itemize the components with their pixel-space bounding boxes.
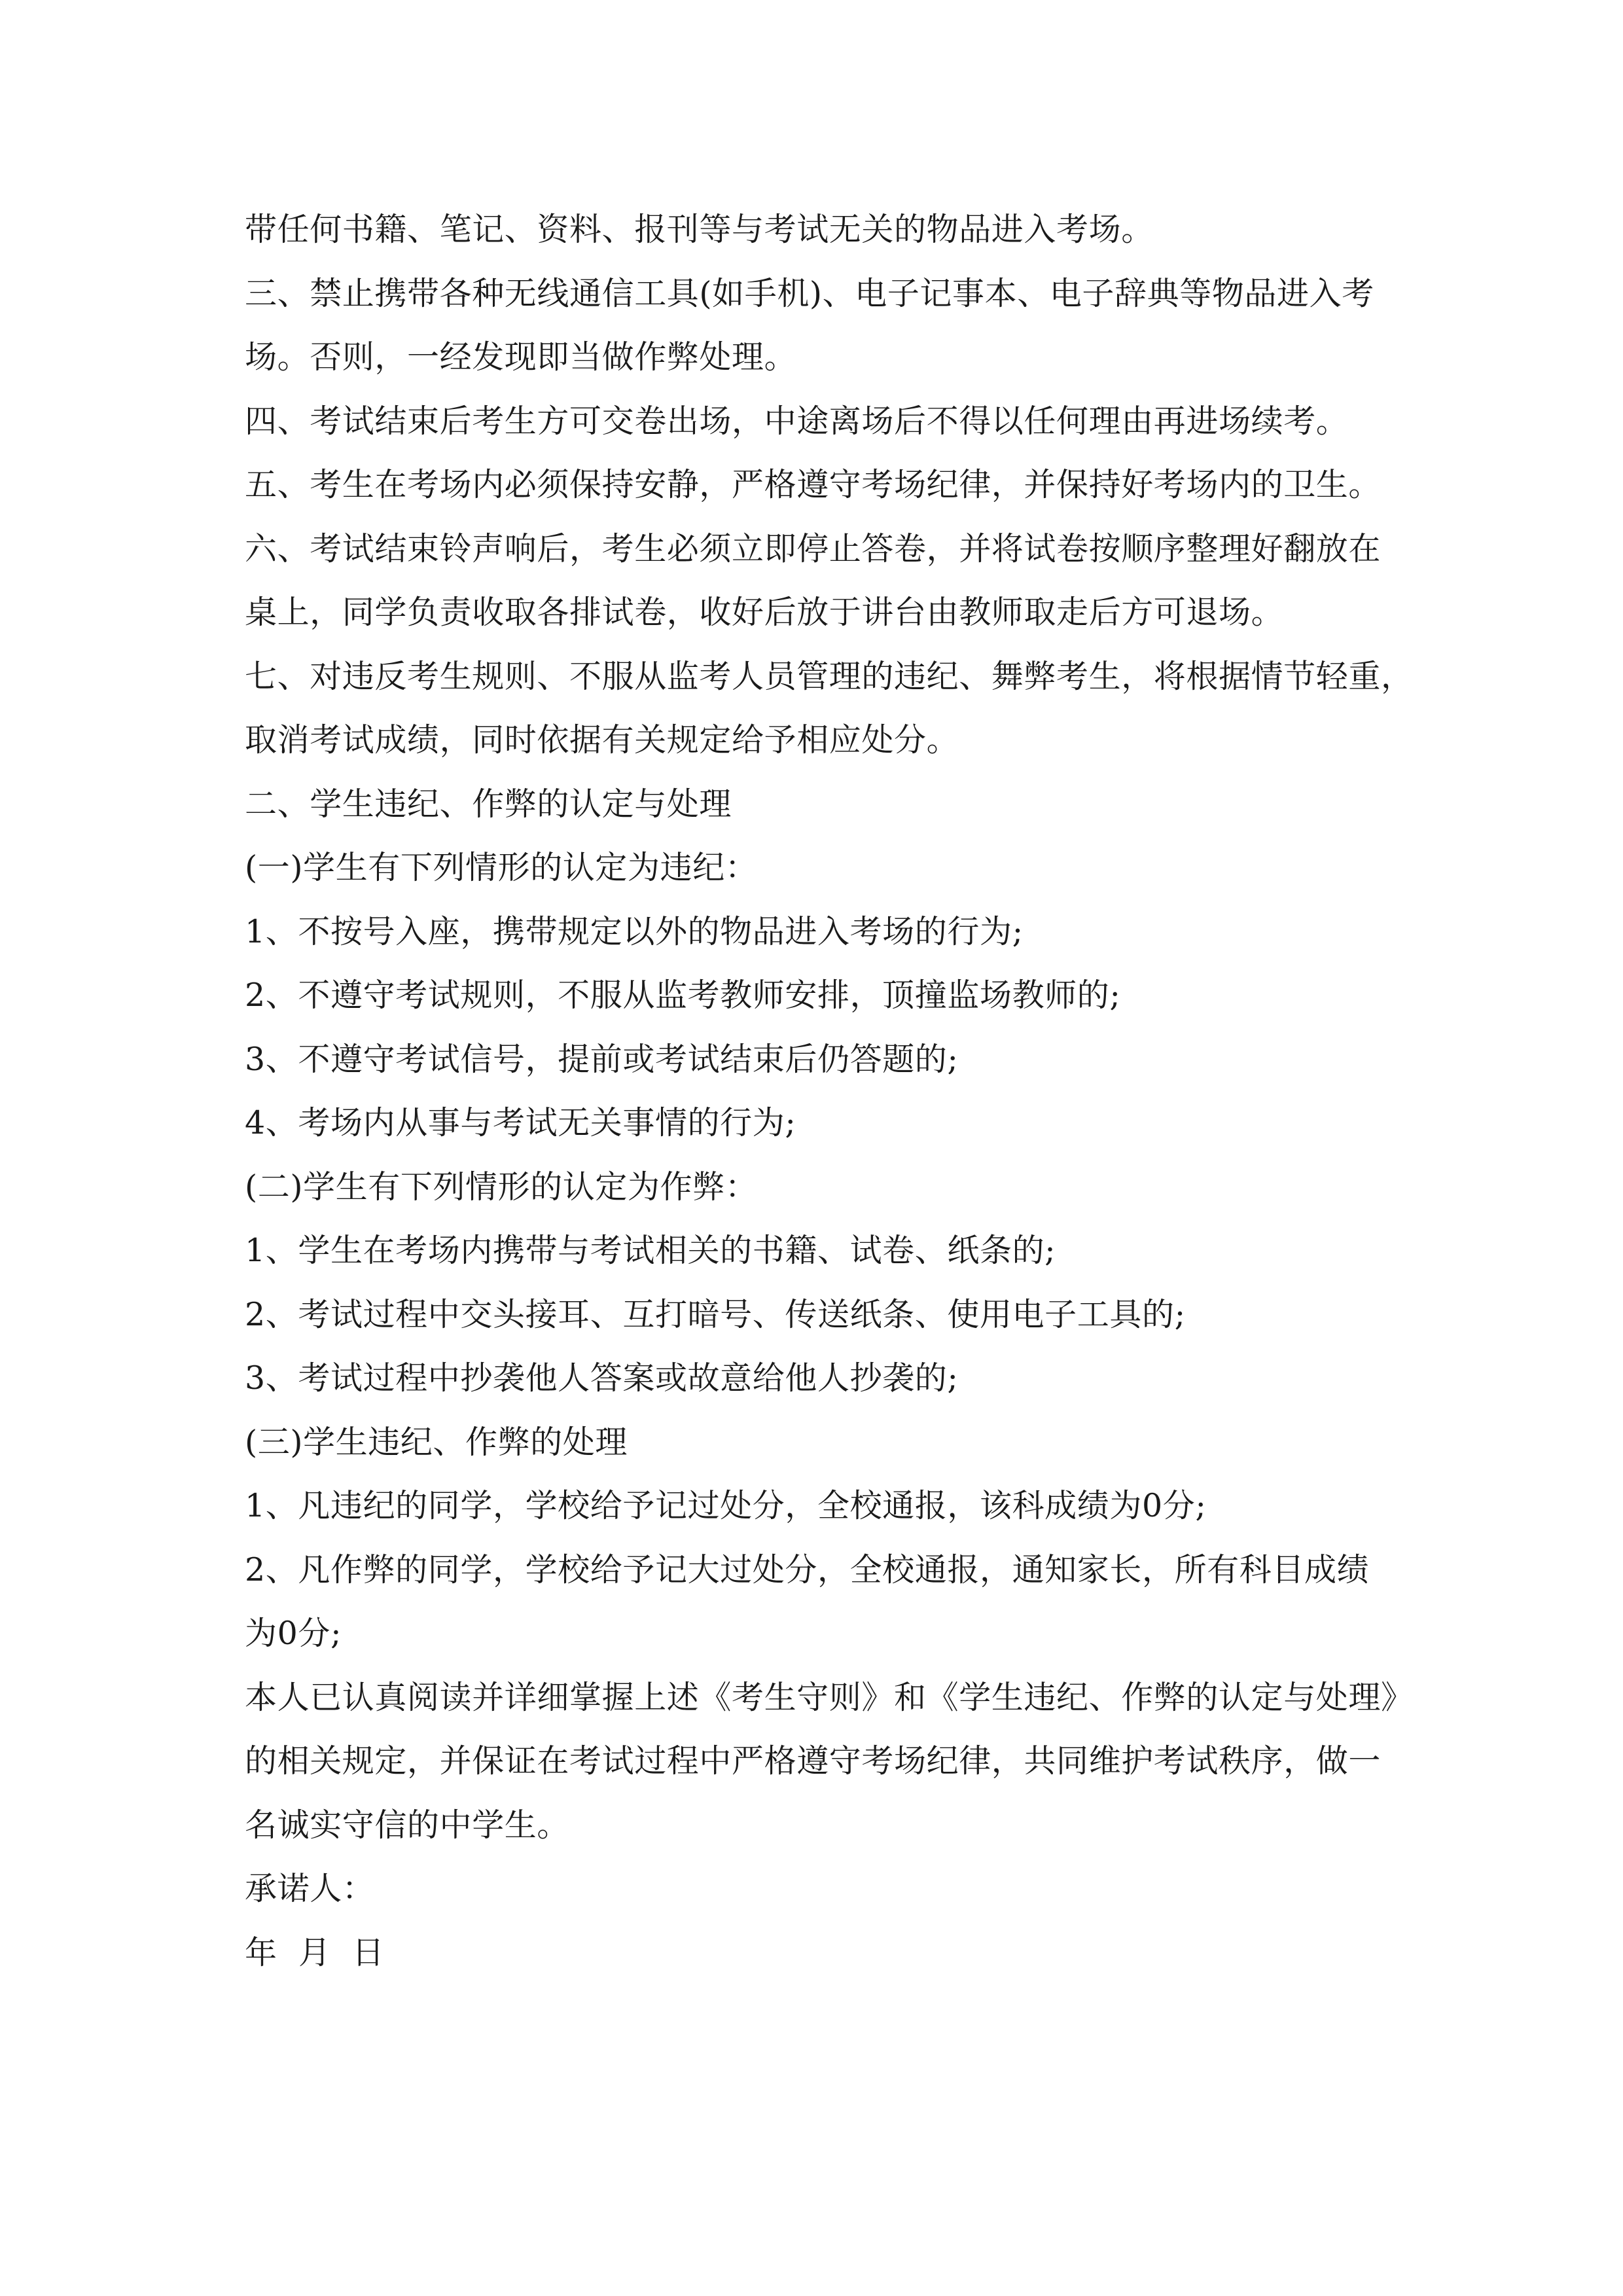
text-line: 六、考试结束铃声响后，考生必须立即停止答卷，并将试卷按顺序整理好翻放在 xyxy=(245,529,1382,567)
text-line: 三、禁止携带各种无线通信工具(如手机)、电子记事本、电子辞典等物品进入考 xyxy=(245,274,1374,312)
text-line: 桌上，同学负责收取各排试卷，收好后放于讲台由教师取走后方可退场。 xyxy=(245,594,1284,631)
list-item: 1、不按号入座，携带规定以外的物品进入考场的行为; xyxy=(245,912,1024,950)
text-line: 取消考试成绩，同时依据有关规定给予相应处分。 xyxy=(245,721,959,759)
list-item: 1、学生在考场内携带与考试相关的书籍、试卷、纸条的; xyxy=(245,1232,1056,1269)
text-line: 七、对违反考生规则、不服从监考人员管理的违纪、舞弊考生，将根据情节轻重， xyxy=(245,657,1414,695)
pledge-text: 的相关规定，并保证在考试过程中严格遵守考场纪律，共同维护考试秩序，做一 xyxy=(245,1742,1382,1780)
document-body xyxy=(245,198,1414,1984)
list-item: 2、不遵守考试规则，不服从监考教师安排，顶撞监场教师的; xyxy=(245,977,1121,1014)
signature-label: 承诺人： xyxy=(245,1870,375,1907)
pledge-text: 本人已认真阅读并详细掌握上述《考生守则》和《学生违纪、作弊的认定与处理》 xyxy=(245,1678,1414,1716)
list-item: 2、凡作弊的同学，学校给予记大过处分，全校通报，通知家长，所有科目成绩 xyxy=(245,1551,1370,1588)
list-item: 4、考场内从事与考试无关事情的行为; xyxy=(245,1104,796,1141)
list-item: 3、不遵守考试信号，提前或考试结束后仍答题的; xyxy=(245,1040,959,1078)
text-line: 四、考试结束后考生方可交卷出场，中途离场后不得以任何理由再进场续考。 xyxy=(245,402,1349,440)
text-line: 带任何书籍、笔记、资料、报刊等与考试无关的物品进入考场。 xyxy=(245,211,1154,248)
subsection-heading: (二)学生有下列情形的认定为作弊： xyxy=(245,1168,758,1206)
text-line: 五、考生在考场内必须保持安静，严格遵守考场纪律，并保持好考场内的卫生。 xyxy=(245,466,1382,503)
subsection-heading: (三)学生违纪、作弊的处理 xyxy=(245,1423,628,1461)
list-item: 3、考试过程中抄袭他人答案或故意给他人抄袭的; xyxy=(245,1359,959,1397)
list-item: 2、考试过程中交头接耳、互打暗号、传送纸条、使用电子工具的; xyxy=(245,1295,1186,1333)
list-item: 为0分; xyxy=(245,1615,342,1652)
pledge-text: 名诚实守信的中学生。 xyxy=(245,1806,570,1844)
list-item: 1、凡违纪的同学，学校给予记过处分，全校通报，该科成绩为0分; xyxy=(245,1487,1207,1524)
text-line: 场。否则，一经发现即当做作弊处理。 xyxy=(245,338,797,376)
section-heading: 二、学生违纪、作弊的认定与处理 xyxy=(245,785,732,823)
date-label: 年 月 日 xyxy=(245,1933,385,1971)
subsection-heading: (一)学生有下列情形的认定为违纪： xyxy=(245,849,758,886)
